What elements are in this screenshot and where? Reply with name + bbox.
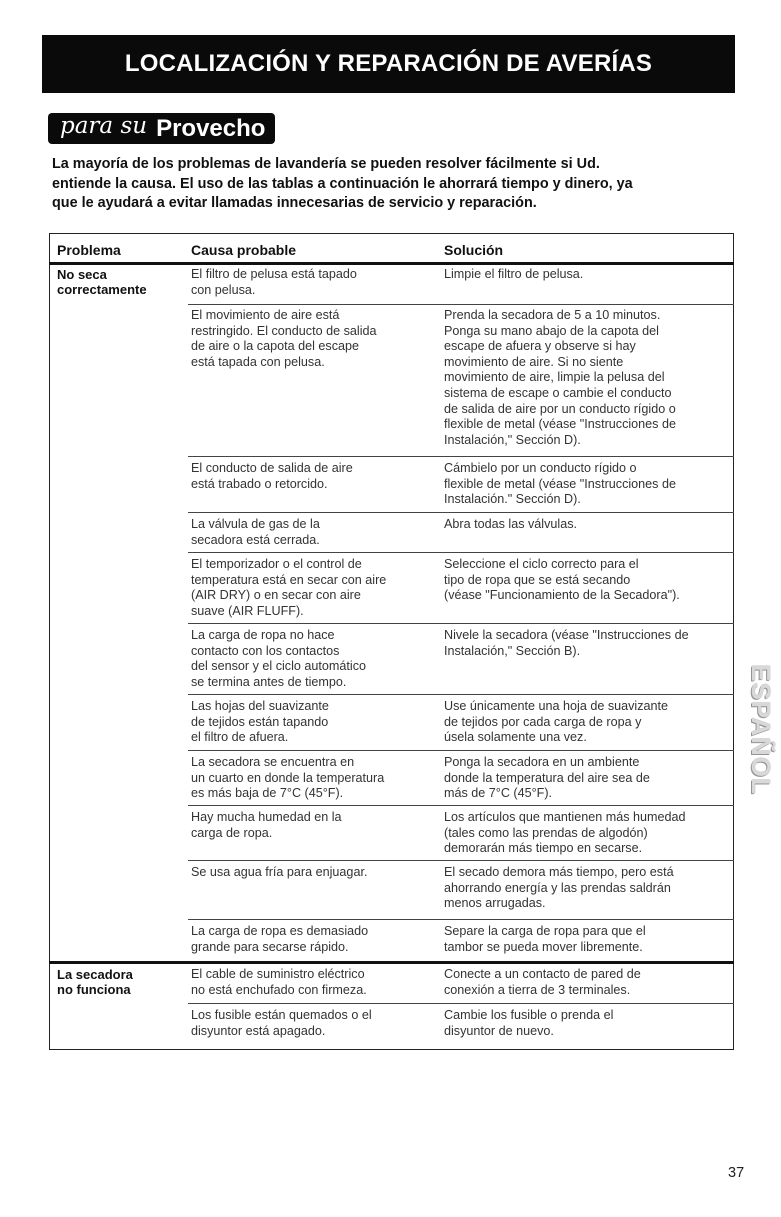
row-divider [188,860,734,861]
cause-cell: El filtro de pelusa está tapado con pelusa. [191,267,357,297]
row-divider [188,919,734,920]
cause-cell: Se usa agua fría para enjuagar. [191,865,368,879]
section-title: LOCALIZACIÓN Y REPARACIÓN DE AVERÍAS [124,50,653,77]
row-divider [188,805,734,806]
row-divider [188,512,734,513]
row-divider [188,1003,734,1004]
group-divider [49,961,734,964]
row-divider [188,304,734,305]
cause-cell: Hay mucha humedad en la carga de ropa. [191,810,342,840]
cause-cell: Las hojas del suavizante de tejidos están tapando el filtro de afuera. [191,699,329,745]
cause-cell: El conducto de salida de aire está trabado o retorcido. [191,461,353,491]
cause-cell: El temporizador o el control de temperatura está en secar con aire (AIR DRY) o en secar con aire suave (AIR FLUFF). [191,557,387,618]
cause-cell: Los fusible están quemados o el disyuntor está apagado. [191,1008,372,1038]
language-side-tab [742,663,778,795]
row-divider [188,694,734,695]
solution-cell: Ponga la secadora en un ambiente donde la temperatura del aire sea de más de 7°C (45°F). [444,755,650,801]
problem-not-working: La secadora no funciona [57,967,133,997]
language-label: ESPAÑOL [745,663,776,795]
solution-cell: Los artículos que mantienen más humedad (tales como las prendas de algodón) demorarán más tiempo en secarse. [444,810,686,856]
row-divider [188,750,734,751]
solution-cell: Prenda la secadora de 5 a 10 minutos. Ponga su mano abajo de la capota del escape de afuera y observe si hay movimiento de aire. Si no siente movimiento de aire, limpie la pelusa del sistema de escape o cambie el conducto de salida de aire por un conducto rígido o flexible de metal (véase "Instrucciones de Instalación," Sección D). [444,308,676,447]
solution-cell: Abra todas las válvulas. [444,517,578,531]
row-divider [188,456,734,457]
page-number: 37 [728,1165,745,1181]
logo-word-text: Provecho [156,114,266,142]
solution-cell: Cambie los fusible o prenda el disyuntor de nuevo. [444,1008,614,1038]
solution-cell: Use únicamente una hoja de suavizante de tejidos por cada carga de ropa y úsela solamente una vez. [444,699,669,745]
logo-script-text: para su [60,112,148,139]
solution-cell: El secado demora más tiempo, pero está ahorrando energía y las prendas saldrán menos arrugadas. [444,865,674,911]
problem-no-dry: No seca correctamente [57,267,147,297]
solution-cell: Cámbielo por un conducto rígido o flexible de metal (véase "Instrucciones de Instalación." Sección D). [444,461,676,507]
cause-cell: La carga de ropa es demasiado grande para secarse rápido. [191,924,369,954]
section-title-bar [42,35,735,93]
cause-cell: La secadora se encuentra en un cuarto en donde la temperatura es más baja de 7°C (45°F). [191,755,385,801]
solution-cell: Conecte a un contacto de pared de conexión a tierra de 3 terminales. [444,967,641,997]
cause-cell: La carga de ropa no hace contacto con los contactos del sensor y el ciclo automático se termina antes de tiempo. [191,628,366,689]
header-divider [49,262,734,265]
cause-cell: El movimiento de aire está restringido. El conducto de salida de aire o la capota del escape está tapada con pelusa. [191,308,377,369]
intro-paragraph: La mayoría de los problemas de lavandería se pueden resolver fácilmente si Ud. entiende la causa. El uso de las tablas a continuación le ahorrará tiempo y dinero, ya que le ayudará a evitar llamadas innecesarias de servicio y reparación. [52,156,633,211]
row-divider [188,623,734,624]
para-su-provecho-logo [48,113,275,144]
cause-cell: La válvula de gas de la secadora está cerrada. [191,517,320,547]
solution-cell: Separe la carga de ropa para que el tambor se pueda mover libremente. [444,924,646,954]
solution-cell: Nivele la secadora (véase "Instrucciones de Instalación," Sección B). [444,628,689,658]
column-header-problem: Problema [57,242,121,258]
solution-cell: Seleccione el ciclo correcto para el tipo de ropa que se está secando (véase "Funcionamiento de la Secadora"). [444,557,680,603]
column-header-cause: Causa probable [191,242,297,258]
cause-cell: El cable de suministro eléctrico no está enchufado con firmeza. [191,967,367,997]
column-header-solution: Solución [444,242,504,258]
solution-cell: Limpie el filtro de pelusa. [444,267,584,281]
row-divider [188,552,734,553]
